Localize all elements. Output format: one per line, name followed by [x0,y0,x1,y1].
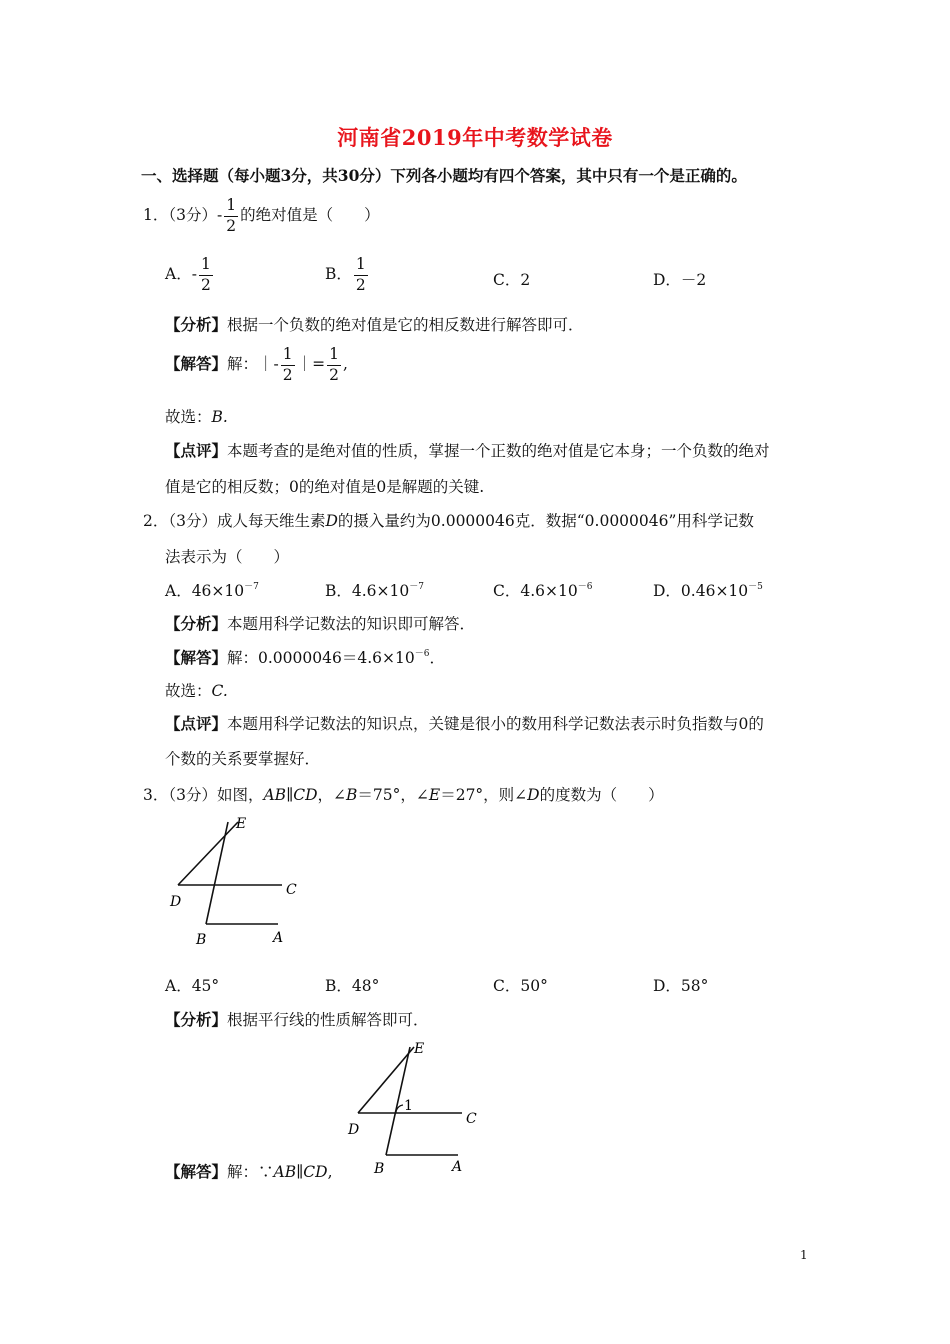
q3-analysis [165,1008,429,1030]
q1-number: 1．（3分） [143,206,217,224]
q1-option-b-denominator: 2 [355,275,366,294]
q2-option-d-text: D．0.46×10 [653,582,749,600]
q1-option-c: C．2 [493,271,531,289]
q1-fraction [224,198,238,234]
fig2-label-b: B [374,1161,385,1177]
q1-analysis-text: 根据一个负数的绝对值是它的相反数进行解答即可． [227,316,584,334]
q2-option-c [493,579,592,601]
fig2-label-a: A [452,1159,463,1175]
fig2-label-d: D [348,1122,360,1138]
q1-sol-den-1: 2 [282,365,293,384]
q3-stem-ab: AB∥CD [263,786,318,804]
q2-option-d-exp: －5 [748,582,763,592]
q1-comment-tag: 【点评】 [165,441,228,460]
question-3-stem [143,783,664,805]
q2-solution [165,646,445,668]
q2-solution-tag: 【解答】 [165,648,228,667]
q1-solution-fraction-2 [327,347,341,383]
q2-comment-text1: 本题用科学记数法的知识点，关键是很小的数用科学记数法表示时负指数与0的 [227,715,764,733]
q1-solution-pre: 解：｜- [227,355,279,373]
fig2-label-1: 1 [404,1098,413,1114]
q2-option-c-text: C．4.6×10 [493,582,578,600]
q2-answer [165,679,228,701]
q1-sol-num-2: 1 [327,347,341,366]
q1-solution-mid: ｜= [296,355,326,373]
q3-stem-mid3: ＝27°，则∠ [440,786,528,804]
question-1-stem [143,198,380,234]
q2-analysis-text: 本题用科学记数法的知识即可解答． [227,615,476,633]
fig1-label-a: A [273,930,284,946]
q3-analysis-tag: 【分析】 [165,1010,228,1029]
q1-stem-text: 的绝对值是（ ） [240,206,380,224]
q2-comment-tag: 【点评】 [165,714,228,733]
q1-option-a-numerator: 1 [199,257,213,276]
q1-frac-numerator: 1 [224,198,238,217]
q1-option-a-fraction [199,257,213,293]
q2-comment-line2: 个数的关系要掌握好． [165,750,321,768]
q3-solution [165,1160,333,1182]
q3-solution-post: , [327,1163,333,1181]
q3-stem-d: D [527,786,540,804]
q1-solution-fraction-1 [281,347,295,383]
q1-analysis-tag: 【分析】 [165,315,228,334]
q1-frac-denominator: 2 [226,216,237,235]
q2-option-b [325,579,424,601]
q1-sol-num-1: 1 [281,347,295,366]
page-number: 1 [800,1248,808,1262]
q1-option-a-denominator: 2 [200,275,211,294]
q2-option-a-exp: －7 [244,582,259,592]
q1-sol-den-2: 2 [329,365,340,384]
q2-analysis [165,612,475,634]
q2-solution-end: ． [429,649,445,667]
q3-stem-b: B [346,786,358,804]
q2-stem-pre: 2．（3分）成人每天维生素 [143,512,326,530]
q3-solution-tag: 【解答】 [165,1162,228,1181]
q2-answer-pre: 故选： [165,682,212,700]
q2-option-a-text: A．46×10 [165,582,245,600]
q3-option-d: D．58° [653,977,709,995]
fig2-label-c: C [466,1111,477,1127]
q1-option-d: D．－2 [653,271,707,289]
q1-option-b [325,257,370,293]
q3-solution-figure [340,1035,490,1180]
q3-option-c: C．50° [493,977,548,995]
q3-figure [160,810,310,950]
q1-solution-tag: 【解答】 [165,354,228,373]
q1-option-a-label: A． [165,265,192,283]
q2-comment-line1 [165,712,764,734]
q2-solution-exp: －6 [414,649,430,659]
fig1-line-eb [206,822,228,924]
fig1-label-e: E [236,816,247,832]
q2-stem-post: 的摄入量约为0.0000046克．数据“0.0000046”用科学记数 [337,512,754,530]
q2-solution-text: 解：0.0000046＝4.6×10 [227,649,415,667]
q1-answer-value: B. [211,408,228,426]
q2-option-c-exp: －6 [577,582,593,592]
q2-option-d [653,579,763,601]
section-heading: 一、选择题（每小题3分，共30分）下列各小题均有四个答案，其中只有一个是正确的。 [141,166,747,185]
q2-answer-value: C. [211,682,228,700]
q2-option-b-text: B．4.6×10 [325,582,410,600]
q1-option-b-numerator: 1 [354,257,368,276]
q3-stem-mid2: ＝75°，∠ [357,786,429,804]
question-2-stem [143,509,754,531]
q3-stem-pre: 3．（3分）如图， [143,786,264,804]
q1-comment-text1: 本题考查的是绝对值的性质，掌握一个正数的绝对值是它本身；一个负数的绝对 [227,442,770,460]
q1-neg-sign: - [216,206,223,224]
q2-stem-var: D [325,512,338,530]
q2-option-b-exp: －7 [409,582,424,592]
q1-option-a-neg: - [191,265,197,283]
fig1-label-c: C [286,882,297,898]
q1-answer [165,405,228,427]
fig2-label-e: E [414,1041,425,1057]
q3-solution-pre: 解：∵ [227,1163,274,1181]
q2-stem-line2: 法表示为（ ） [165,548,290,566]
page-title: 河南省2019年中考数学试卷 [337,125,613,150]
q3-option-b: B．48° [325,977,380,995]
q2-analysis-tag: 【分析】 [165,614,228,633]
q1-option-a [165,257,215,293]
q1-answer-pre: 故选： [165,408,212,426]
q3-stem-post: 的度数为（ ） [539,786,664,804]
q1-comment-line2: 值是它的相反数；0的绝对值是0是解题的关键. [165,478,485,496]
q3-stem-e: E [428,786,441,804]
q3-option-a: A．45° [165,977,220,995]
q1-comment-line1 [165,439,770,461]
fig1-label-d: D [170,894,182,910]
q3-analysis-text: 根据平行线的性质解答即可． [227,1011,429,1029]
q1-solution [165,347,348,383]
q1-analysis [165,313,584,335]
q3-solution-var: AB∥CD [273,1163,328,1181]
q2-option-a [165,579,259,601]
q1-option-b-label: B． [325,265,352,283]
q1-option-b-fraction [354,257,368,293]
fig1-label-b: B [196,932,207,948]
fig1-line-de [178,822,238,885]
q3-stem-mid1: ，∠ [317,786,347,804]
q1-solution-post: , [343,355,348,373]
